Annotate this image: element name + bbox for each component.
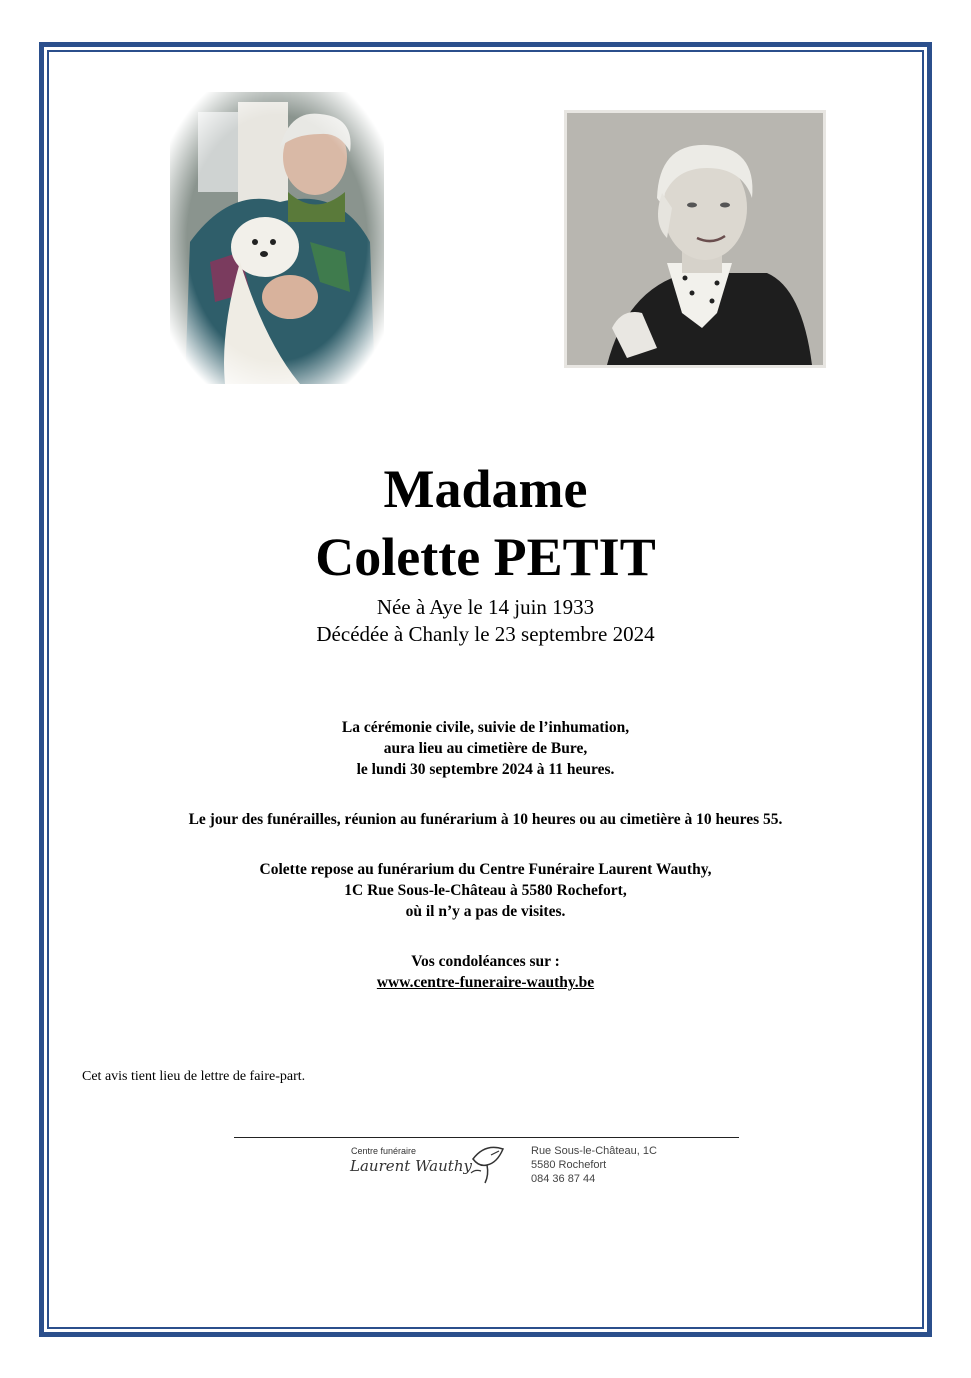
- footer-address-street: Rue Sous-le-Château, 1C: [531, 1145, 657, 1157]
- elderly-woman-with-dog-photo: [170, 92, 384, 384]
- ceremony-line: La cérémonie civile, suivie de l’inhumation,: [341, 719, 630, 736]
- deceased-name: Colette PETIT: [315, 527, 656, 587]
- condolences-label: Vos condoléances sur :: [411, 953, 560, 970]
- rest-line: où il n’y a pas de visites.: [405, 903, 566, 920]
- death-line: Décédée à Chanly le 23 septembre 2024: [316, 622, 655, 646]
- logo-script-name: Laurent Wauthy: [350, 1157, 472, 1175]
- calla-lily-logo-icon: [467, 1141, 511, 1185]
- footer-divider: [234, 1137, 739, 1138]
- young-woman-portrait-photo: [567, 113, 823, 365]
- condolences-link[interactable]: www.centre-funeraire-wauthy.be: [376, 974, 595, 991]
- notice-note: Cet avis tient lieu de lettre de faire-part.: [82, 1069, 306, 1084]
- ceremony-paragraph: [0, 717, 971, 780]
- ceremony-line: le lundi 30 septembre 2024 à 11 heures.: [356, 761, 615, 778]
- meeting-paragraph: Le jour des funérailles, réunion au funérarium à 10 heures ou au cimetière à 10 heures 55.: [188, 811, 783, 828]
- rest-line: 1C Rue Sous-le-Château à 5580 Rochefort,: [344, 882, 627, 899]
- rest-paragraph: [0, 859, 971, 922]
- footer-phone: 084 36 87 44: [531, 1173, 596, 1185]
- title-honorific: Madame: [383, 459, 588, 519]
- condolences-paragraph: [0, 951, 971, 993]
- birth-line: Née à Aye le 14 juin 1933: [376, 595, 595, 619]
- ceremony-line: aura lieu au cimetière de Bure,: [383, 740, 588, 757]
- footer-address-city: 5580 Rochefort: [531, 1159, 607, 1171]
- logo-caption: Centre funéraire: [351, 1146, 417, 1156]
- rest-line: Colette repose au funérarium du Centre Funéraire Laurent Wauthy,: [259, 861, 712, 878]
